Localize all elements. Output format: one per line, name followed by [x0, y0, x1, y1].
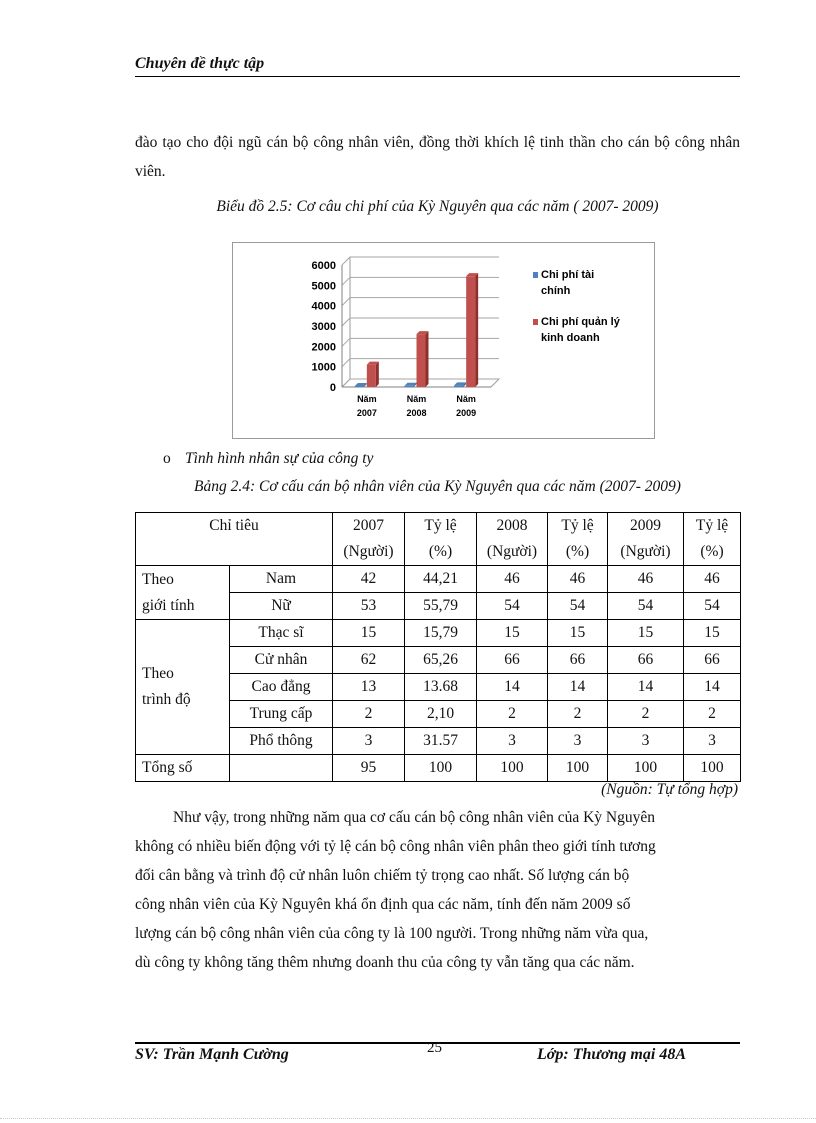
x-tick-label: 2008 — [406, 408, 427, 418]
cell: 100 — [477, 755, 548, 782]
bar-financial-cost — [355, 386, 364, 387]
cell: 55,79 — [405, 593, 477, 620]
cell: 95 — [333, 755, 405, 782]
cell: 54 — [548, 593, 608, 620]
y-tick-label: 4000 — [311, 300, 336, 313]
legend-swatch — [533, 319, 538, 325]
row-label: Nam — [230, 566, 333, 593]
cell: 15 — [477, 620, 548, 647]
body-line: lượng cán bộ công nhân viên của công ty là 100 người. Trong những năm vừa qua, — [135, 925, 649, 942]
staff-structure-table — [135, 512, 741, 782]
bar-side — [475, 273, 478, 387]
legend-swatch — [533, 272, 538, 278]
bar-management-cost — [367, 365, 376, 387]
body-paragraph — [135, 803, 740, 977]
cell: 2 — [333, 701, 405, 728]
x-tick-label: Năm — [456, 394, 476, 404]
section-bullet: o — [163, 450, 171, 467]
cell: 46 — [548, 566, 608, 593]
cell: 100 — [548, 755, 608, 782]
table-total-row — [136, 755, 741, 782]
legend-label: Chi phí quản lý — [541, 316, 620, 328]
section-title: Tình hình nhân sự của công ty — [185, 450, 374, 467]
table-header-row — [136, 513, 741, 566]
total-empty-cell — [230, 755, 333, 782]
cell: 15 — [333, 620, 405, 647]
cell: 100 — [608, 755, 684, 782]
header-ratio-2007: Tỷ lệ (%) — [405, 513, 477, 566]
group-gender: Theo giới tính — [136, 566, 230, 620]
cell: 42 — [333, 566, 405, 593]
source-note: (Nguồn: Tự tổng hợp) — [601, 781, 738, 798]
header-divider — [135, 76, 740, 77]
cell: 13 — [333, 674, 405, 701]
bar-management-cost — [417, 334, 426, 387]
table-row — [136, 566, 741, 593]
y-tick-label: 2000 — [311, 341, 336, 354]
cell: 15,79 — [405, 620, 477, 647]
x-tick-label: 2009 — [456, 408, 477, 418]
x-tick-label: 2007 — [356, 408, 377, 418]
y-tick-label: 6000 — [311, 260, 336, 272]
row-label: Phổ thông — [230, 728, 333, 755]
cell: 15 — [548, 620, 608, 647]
cell: 31.57 — [405, 728, 477, 755]
y-tick-label: 0 — [329, 382, 336, 394]
header-ratio-2008: Tỷ lệ (%) — [548, 513, 608, 566]
header-2008: 2008 (Người) — [477, 513, 548, 566]
legend-label: Chi phí tài — [541, 269, 595, 281]
cell: 66 — [477, 647, 548, 674]
legend-label: kinh doanh — [541, 332, 600, 344]
page-number: 25 — [427, 1040, 442, 1056]
total-label: Tổng số — [136, 755, 230, 782]
footer-class: Lớp: Thương mại 48A — [537, 1046, 686, 1063]
cell: 66 — [608, 647, 684, 674]
header-ratio-2009: Tỷ lệ (%) — [684, 513, 741, 566]
group-level: Theo trình độ — [136, 620, 230, 755]
cell: 3 — [684, 728, 741, 755]
table-row — [136, 620, 741, 647]
intro-paragraph: đào tạo cho đội ngũ cán bộ công nhân viên, đồng thời khích lệ tinh thần cho cán bộ công nhân viên. — [135, 134, 740, 180]
header-title: Chuyên đề thực tập — [135, 55, 265, 72]
cell: 66 — [548, 647, 608, 674]
body-line: không có nhiều biến động với tỷ lệ cán bộ công nhân viên phân theo giới tính tương — [135, 838, 656, 855]
row-label: Trung cấp — [230, 701, 333, 728]
cell: 54 — [608, 593, 684, 620]
cell: 2 — [548, 701, 608, 728]
table-caption: Bảng 2.4: Cơ cấu cán bộ nhân viên của Kỳ Nguyên qua các năm (2007- 2009) — [194, 478, 681, 495]
header-2009: 2009 (Người) — [608, 513, 684, 566]
cell: 53 — [333, 593, 405, 620]
x-tick-label: Năm — [357, 394, 377, 404]
body-line: dù công ty không tăng thêm nhưng doanh thu của công ty vẫn tăng qua các năm. — [135, 954, 635, 971]
body-line: công nhân viên của Kỳ Nguyên khá ổn định qua các năm, tính đến năm 2009 số — [135, 896, 631, 913]
cell: 14 — [477, 674, 548, 701]
cell: 14 — [684, 674, 741, 701]
gridline — [342, 257, 499, 265]
cell: 15 — [608, 620, 684, 647]
cell: 3 — [548, 728, 608, 755]
cell: 46 — [608, 566, 684, 593]
cell: 46 — [477, 566, 548, 593]
cell: 3 — [608, 728, 684, 755]
cell: 2 — [477, 701, 548, 728]
body-line: Như vậy, trong những năm qua cơ cấu cán bộ công nhân viên của Kỳ Nguyên — [173, 809, 655, 826]
cell: 2 — [608, 701, 684, 728]
cell: 62 — [333, 647, 405, 674]
y-tick-label: 1000 — [311, 361, 336, 374]
legend-label: chính — [541, 285, 571, 297]
cell: 54 — [684, 593, 741, 620]
cell: 3 — [477, 728, 548, 755]
y-tick-label: 5000 — [311, 280, 336, 293]
row-label: Nữ — [230, 593, 333, 620]
cell: 2,10 — [405, 701, 477, 728]
cell: 46 — [684, 566, 741, 593]
footer-student: SV: Trần Mạnh Cường — [135, 1046, 289, 1063]
cell: 54 — [477, 593, 548, 620]
bar-side — [376, 362, 379, 387]
cell: 2 — [684, 701, 741, 728]
page-bottom-border — [0, 1118, 816, 1119]
y-tick-label: 3000 — [311, 321, 336, 333]
chart-canvas — [233, 243, 654, 438]
bar-financial-cost — [405, 386, 414, 387]
cell: 14 — [608, 674, 684, 701]
row-label: Cử nhân — [230, 647, 333, 674]
row-label: Cao đẳng — [230, 674, 333, 701]
chart-caption: Biểu đồ 2.5: Cơ câu chi phí của Kỳ Nguyên qua các năm ( 2007- 2009) — [216, 198, 659, 215]
header-criteria: Chỉ tiêu — [136, 513, 333, 566]
cell: 100 — [684, 755, 741, 782]
bar-management-cost — [466, 276, 475, 387]
body-line: đối cân bằng và trình độ cử nhân luôn chiếm tỷ trọng cao nhất. Số lượng cán bộ — [135, 867, 630, 884]
cell: 15 — [684, 620, 741, 647]
cell: 44,21 — [405, 566, 477, 593]
bar-financial-cost — [454, 385, 463, 387]
cell: 14 — [548, 674, 608, 701]
cell: 66 — [684, 647, 741, 674]
cost-structure-chart — [232, 242, 655, 439]
cell: 100 — [405, 755, 477, 782]
cell: 13.68 — [405, 674, 477, 701]
x-tick-label: Năm — [406, 394, 427, 404]
cell: 65,26 — [405, 647, 477, 674]
cell: 3 — [333, 728, 405, 755]
bar-side — [426, 331, 429, 387]
row-label: Thạc sĩ — [230, 620, 333, 647]
header-2007: 2007 (Người) — [333, 513, 405, 566]
